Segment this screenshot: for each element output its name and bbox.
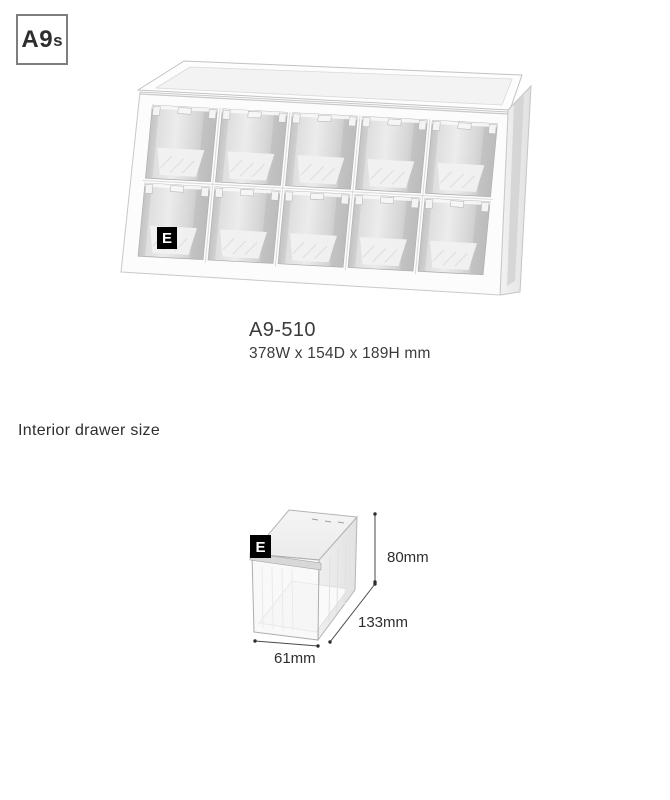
drawer: [418, 198, 490, 275]
drawer: [145, 105, 217, 182]
depth-dimension-label: 133mm: [358, 614, 409, 631]
drawer: [285, 113, 357, 190]
series-badge: [16, 14, 68, 65]
drawer: [215, 109, 287, 186]
product-dimensions: 378W x 154D x 189H mm: [249, 345, 431, 362]
interior-size-heading: Interior drawer size: [18, 422, 161, 439]
cabinet-illustration: [112, 48, 542, 300]
drawer: [208, 187, 280, 264]
series-badge-main: A9: [21, 25, 54, 53]
diagram-drawer-badge: [250, 535, 271, 558]
height-dimension-label: 80mm: [387, 549, 429, 566]
drawer: [355, 116, 427, 193]
drawer: [348, 194, 420, 271]
diagram-badge-letter: E: [255, 539, 266, 556]
drawer-diagram: [232, 486, 432, 678]
cabinet-badge-letter: E: [161, 230, 173, 247]
cabinet-drawer-badge: [157, 227, 177, 249]
product-code: A9-510: [249, 319, 316, 341]
drawer-box: [250, 510, 357, 640]
width-dimension-label: 61mm: [274, 650, 316, 667]
drawer: [278, 191, 350, 268]
drawer: [425, 120, 497, 197]
series-badge-sub: s: [53, 31, 63, 50]
